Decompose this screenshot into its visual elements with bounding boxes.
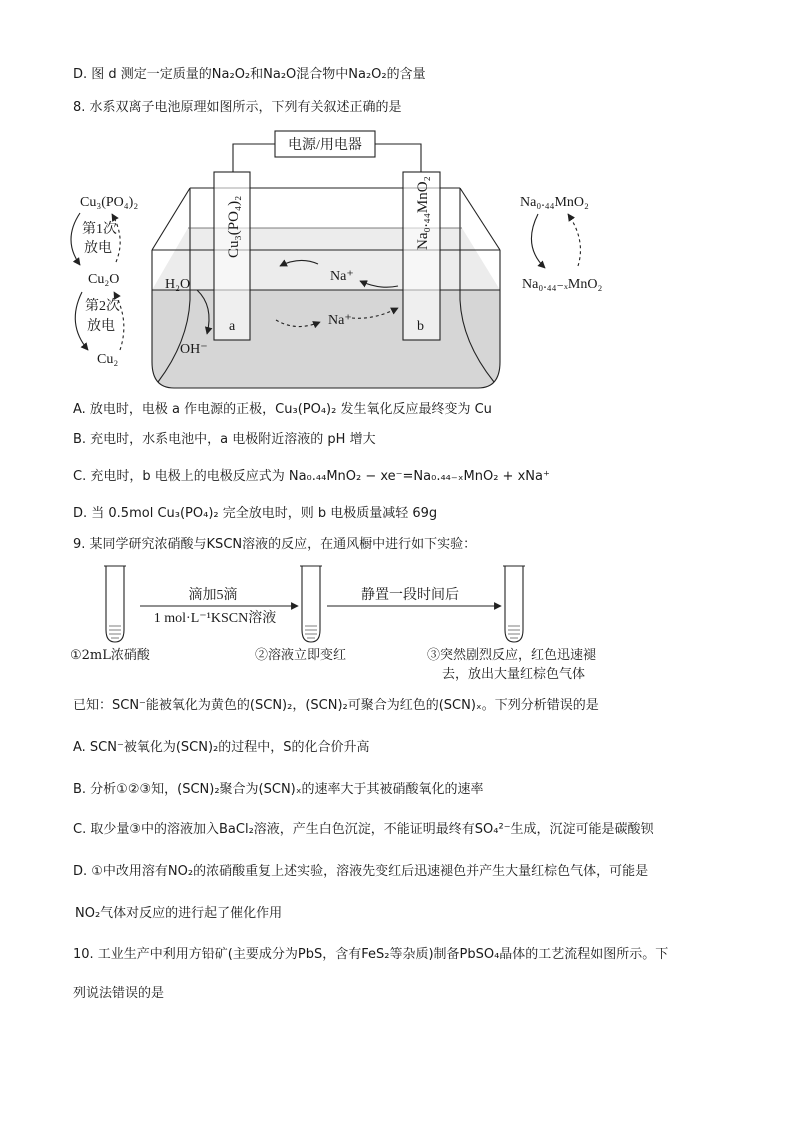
q9-option-c: C. 取少量③中的溶液加入BaCl₂溶液，产生白色沉淀，不能证明最终有SO₄²⁻生成，沉淀可能是碳酸钡 xyxy=(73,822,654,837)
cycle-left-step1-discharge-arrow xyxy=(71,213,80,265)
cycle-left-start: Cu₃(PO₄)₂ xyxy=(80,195,139,210)
q8-option-b: B. 充电时，水系电池中，a 电极附近溶液的 pH 增大 xyxy=(73,432,376,447)
wire-right xyxy=(375,144,421,172)
cycle-left-end: Cu₂ xyxy=(97,352,119,367)
tube-3-caption-line2: 去，放出大量红棕色气体 xyxy=(442,667,586,682)
q8-option-d: D. 当 0.5mol Cu₃(PO₄)₂ 完全放电时，则 b 电极质量减轻 69g xyxy=(73,506,438,521)
test-tube-2 xyxy=(300,566,322,642)
cycle-left-middle: Cu₂O xyxy=(88,272,120,287)
tube-1-caption: ①2mL浓硝酸 xyxy=(70,648,150,663)
q10-stem-line2: 列说法错误的是 xyxy=(73,986,165,1001)
test-tube-experiment xyxy=(60,560,580,645)
q9-option-d: D. ①中改用溶有NO₂的浓硝酸重复上述实验，溶液先变红后迅速褪色并产生大量红棕色气体，可能是 xyxy=(73,864,649,879)
water-label: H₂O xyxy=(165,277,191,292)
cycle-left-step2-line2: 放电 xyxy=(87,319,115,334)
cycle-right-discharge-arrow xyxy=(531,214,545,268)
hydroxide-label: OH⁻ xyxy=(180,342,208,357)
sodium-ion-charge-label: Na⁺ xyxy=(328,313,352,328)
electrode-b-label: b xyxy=(417,319,424,334)
tube-2-caption: ②溶液立即变红 xyxy=(255,648,347,663)
battery-diagram xyxy=(60,125,640,395)
electrode-a-label: a xyxy=(229,319,236,334)
q7-option-d: D. 图 d 测定一定质量的Na₂O₂和Na₂O混合物中Na₂O₂的含量 xyxy=(73,67,426,82)
sodium-ion-discharge-label: Na⁺ xyxy=(330,269,354,284)
step1-arrow-bottom-label: 1 mol·L⁻¹KSCN溶液 xyxy=(153,611,277,626)
q9-option-b: B. 分析①②③知，(SCN)₂聚合为(SCN)ₓ的速率大于其被硝酸氧化的速率 xyxy=(73,782,484,797)
q10-stem-line1: 10. 工业生产中利用方铅矿(主要成分为PbS，含有FeS₂等杂质)制备PbSO₄晶体的工艺流程如图所示。下 xyxy=(73,947,669,962)
step1-arrow-top-label: 滴加5滴 xyxy=(188,588,238,603)
q8-option-a: A. 放电时，电极 a 作电源的正极，Cu₃(PO₄)₂ 发生氧化反应最终变为 Cu xyxy=(73,402,492,417)
q9-option-a: A. SCN⁻被氧化为(SCN)₂的过程中，S的化合价升高 xyxy=(73,740,370,755)
power-box-label: 电源/用电器 xyxy=(288,138,362,153)
electrode-a-material: Cu₃(PO₄)₂ xyxy=(226,195,242,258)
electrode-b-material: Na₀.₄₄MnO₂ xyxy=(415,176,431,250)
cycle-right-bottom: Na₀.₄₄₋ₓMnO₂ xyxy=(522,277,603,292)
cycle-right-top: Na₀.₄₄MnO₂ xyxy=(520,195,589,210)
electrolyte-front xyxy=(152,290,500,388)
q9-option-d-continued: NO₂气体对反应的进行起了催化作用 xyxy=(75,906,283,921)
q8-stem: 8. 水系双离子电池原理如图所示，下列有关叙述正确的是 xyxy=(73,100,402,115)
tube-3-caption-line1: ③突然剧烈反应，红色迅速褪 xyxy=(427,648,597,663)
test-tube-3 xyxy=(503,566,525,642)
cycle-left-step1-line2: 放电 xyxy=(84,241,112,256)
wire-left xyxy=(233,144,275,172)
step2-arrow-top-label: 静置一段时间后 xyxy=(361,588,459,603)
cycle-left-step2-line1: 第2次 xyxy=(85,299,120,314)
q9-stem: 9. 某同学研究浓硝酸与KSCN溶液的反应，在通风橱中进行如下实验： xyxy=(73,537,477,552)
q8-option-c: C. 充电时，b 电极上的电极反应式为 Na₀.₄₄MnO₂ − xe⁻=Na₀.₄₄₋ₓMnO₂ + xNa⁺ xyxy=(73,469,550,484)
test-tube-1 xyxy=(104,566,126,642)
cycle-right-charge-arrow xyxy=(568,214,580,266)
electrolyte-surface xyxy=(152,228,500,290)
q9-known-info: 已知：SCN⁻能被氧化为黄色的(SCN)₂，(SCN)₂可聚合为红色的(SCN)ₓ。下列分析错误的是 xyxy=(73,698,599,713)
cycle-left-step1-line1: 第1次 xyxy=(82,222,117,237)
